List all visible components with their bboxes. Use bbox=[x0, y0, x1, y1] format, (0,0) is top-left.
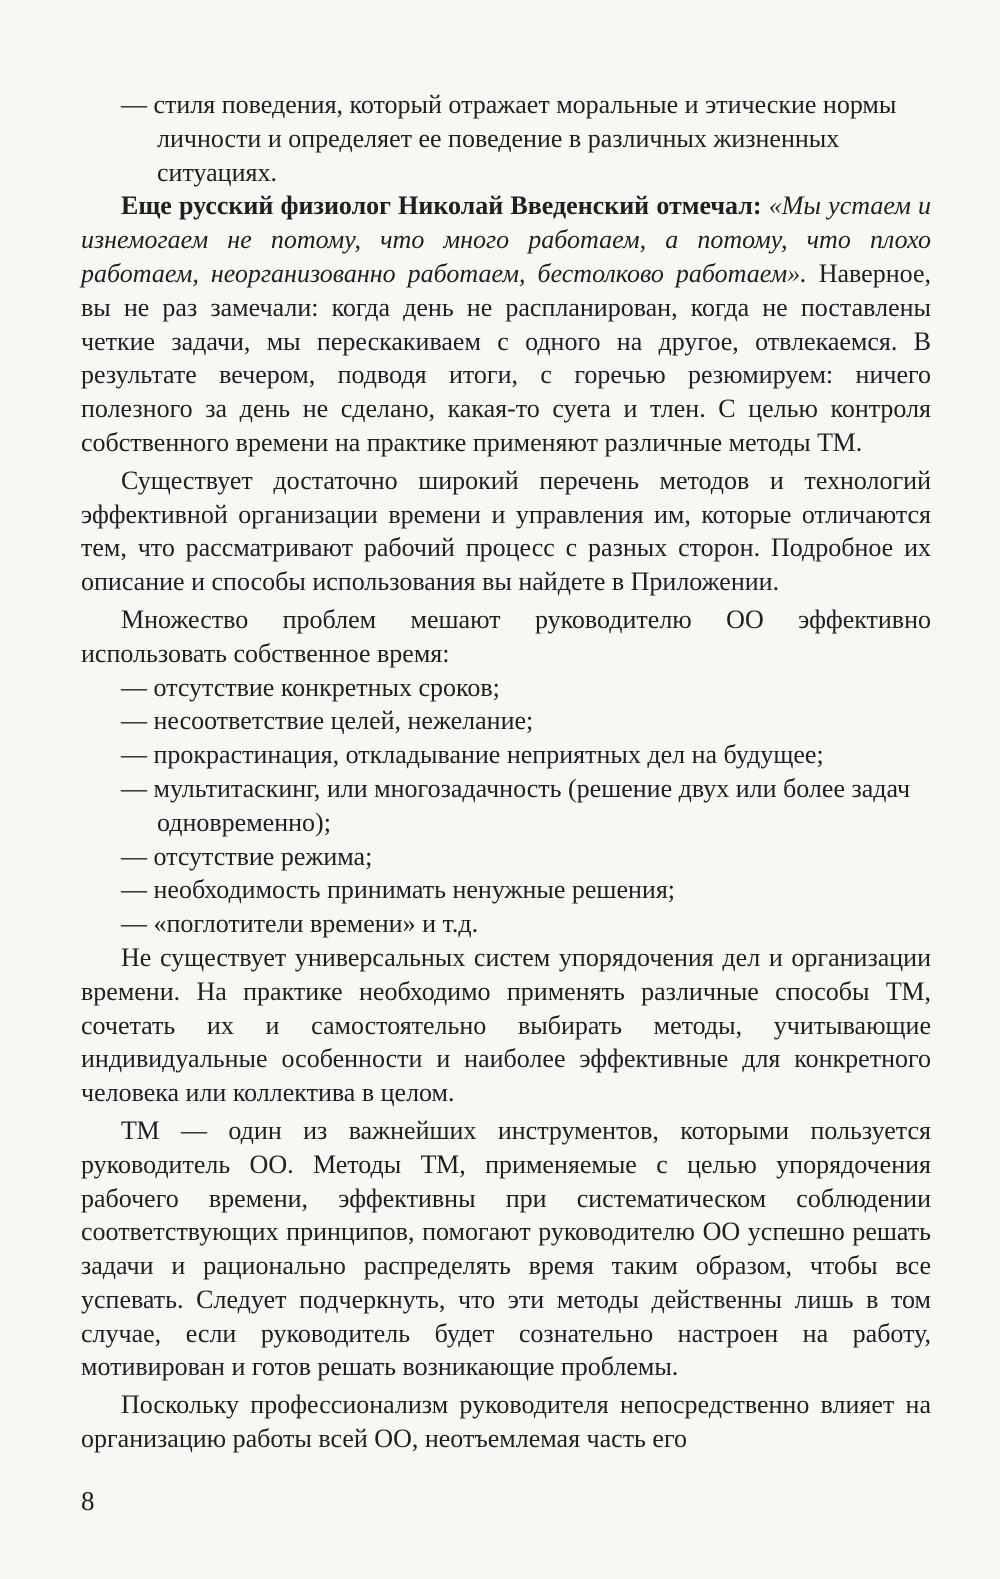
paragraph-methods: Существует достаточно широкий перечень методов и технологий эффективной организации времени и управления им, которые отличаются тем, что рассматривают рабочий процесс с разных сторон. Подробное их описание и способы использования вы найдете в Приложении. bbox=[81, 465, 931, 597]
paragraph-problems-intro: Множество проблем мешают руководителю ОО эффективно использовать собственное время: bbox=[81, 604, 931, 668]
list-item: — стиля поведения, который отражает моральные и этические нормы личности и определяет ее поведение в различных жизненных ситуациях. bbox=[121, 90, 897, 187]
list-item: — отсутствие режима; bbox=[121, 841, 373, 871]
paragraph-vvedensky bbox=[81, 189, 931, 459]
list-item: — несоответствие целей, нежелание; bbox=[121, 706, 534, 736]
paragraph-no-universal: Не существует универсальных систем упорядочения дел и организации времени. На практике необходимо применять различные способы ТМ, сочетать их и самостоятельно выбирать методы, учитывающие индивидуальные особенности и наиболее эффективные для конкретного человека или коллектива в целом. bbox=[81, 942, 931, 1108]
body-text bbox=[81, 88, 931, 1456]
list-item: — «поглотители времени» и т.д. bbox=[121, 909, 479, 939]
list-item: — отсутствие конкретных сроков; bbox=[121, 672, 500, 702]
list-item: — необходимость принимать ненужные решения; bbox=[121, 875, 675, 905]
problems-list bbox=[81, 671, 931, 941]
paragraph-professionalism: Поскольку профессионализм руководителя непосредственно влияет на организацию работы всей ОО, неотъемлемая часть его bbox=[81, 1390, 931, 1454]
top-list bbox=[81, 88, 931, 189]
list-item: — мультитаскинг, или многозадачность (решение двух или более задач одновременно); bbox=[121, 773, 911, 837]
italic-quote: «Мы устаем и изнемогаем не потому, что много работаем, а потому, что плохо работаем, неорганизованно работаем, бестолково работаем». bbox=[81, 191, 931, 288]
page-number: 8 bbox=[81, 1486, 95, 1516]
bold-lead: Еще русский физиолог Николай Введенский отмечал: bbox=[121, 191, 762, 221]
list-item: — прокрастинация, откладывание неприятных дел на будущее; bbox=[121, 740, 824, 770]
paragraph-tm-tool: ТМ — один из важнейших инструментов, которыми пользуется руководитель ОО. Методы ТМ, применяемые с целью упорядочения рабочего времени, эффективны при систематическом соблюдении соответствующих принципов, помогают руководителю ОО успешно решать задачи и рационально распределять время таким образом, чтобы все успевать. Следует подчеркнуть, что эти методы действенны лишь в том случае, если руководитель будет сознательно настроен на работу, мотивирован и готов решать возникающие проблемы. bbox=[81, 1115, 931, 1382]
paragraph-rest: Наверное, вы не раз замечали: когда день не распланирован, когда не поставлены четкие задачи, мы перескакиваем с одного на другое, отвлекаемся. В результате вечером, подводя итоги, с горечью резюмируем: ничего полезного за день не сделано, какая-то суета и тлен. С целью контроля собственного времени на практике применяют различные методы ТМ. bbox=[81, 258, 931, 457]
